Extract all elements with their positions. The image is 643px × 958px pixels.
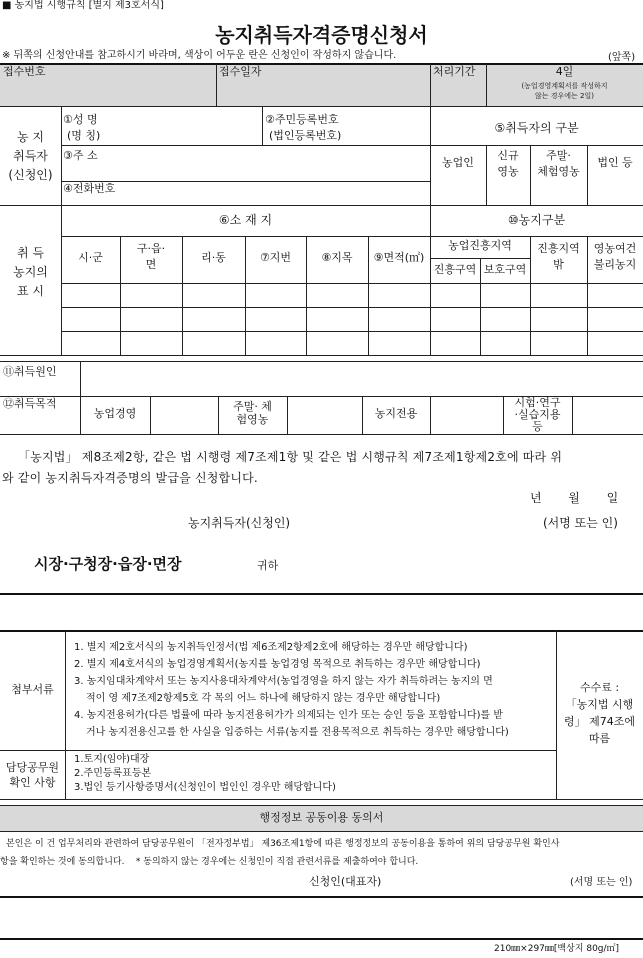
receipt-date-label: 접수일자: [219, 65, 262, 78]
rule: [61, 106, 62, 205]
rule: [61, 236, 643, 237]
rule: [587, 145, 588, 205]
rule: [556, 631, 557, 799]
farmland-zone-title: ⑩농지구분: [507, 213, 566, 227]
category-corporation: 법인 등: [597, 156, 633, 169]
rule: [0, 205, 643, 206]
name-label: ①성 명: [63, 113, 98, 126]
col-district: 면: [145, 258, 157, 271]
official-check-item: 3.법인 등기사항증명서(신청인이 법인인 경우만 해당합니다): [74, 782, 336, 793]
application-statement: 와 같이 농지취득자격증명의 발급을 신청합니다.: [2, 471, 258, 485]
page-title: 농지취득자격증명신청서: [215, 23, 428, 47]
form-header: ■ 농지법 시행규칙 [별지 제3호서식]: [2, 0, 164, 11]
rule: [430, 64, 431, 106]
attachment-item: 4. 농지전용허가(다른 법률에 따라 농지전용허가가 의제되는 인가 또는 승인 등을 포함합니다)를 받: [74, 710, 504, 721]
category-farmer: 농업인: [442, 156, 474, 169]
zone-promotion-area: 농업진흥지역: [448, 239, 512, 252]
rule: [0, 831, 643, 832]
attachment-item: 3. 농지임대차계약서 또는 농지사용대차계약서(농업경영을 하지 않는 자가 취득하려는 농지의 면: [74, 676, 493, 687]
rule: [65, 631, 66, 799]
zone-protection-district: 보호구역: [483, 263, 527, 276]
acquisition-reason-label: ⑪취득원인: [3, 365, 57, 378]
processing-period-label: 처리기간: [433, 65, 476, 78]
zone-disadvantaged: 불리농지: [593, 258, 637, 271]
purpose-weekend-farming: 험영농: [236, 413, 269, 426]
rule: [61, 331, 643, 332]
attachment-item: 2. 별지 제4호서식의 농업경영계획서(농지를 농업경영 목적으로 취득하는 경우만 해당합니다): [74, 659, 481, 670]
rule: [0, 361, 643, 362]
phone-label: ④전화번호: [63, 182, 116, 195]
rule: [0, 355, 643, 356]
rule: [0, 896, 643, 898]
rule: [61, 181, 431, 182]
rule: [0, 805, 643, 806]
category-new-farming: 영농: [497, 165, 519, 178]
receipt-number-label: 접수번호: [3, 65, 46, 78]
col-lot-number: ⑦지번: [259, 251, 292, 264]
consent-signer-label: 신청인(대표자): [309, 875, 382, 888]
col-district: 구·읍·: [136, 242, 166, 255]
zone-promotion-district: 진흥구역: [433, 263, 477, 276]
date-line: 년 월 일: [530, 491, 619, 505]
purpose-conversion: 농지전용: [374, 407, 418, 420]
purpose-research: 시험·연구: [514, 396, 561, 409]
rule: [0, 630, 643, 632]
official-check-item: 1.토지(임야)대장: [74, 754, 150, 765]
rule: [430, 106, 431, 205]
period-note: 않는 경우에는 2일): [535, 92, 594, 100]
rule: [262, 106, 263, 145]
signature-or-seal: (서명 또는 인): [543, 516, 618, 530]
purpose-weekend-farming: 주말· 체: [233, 400, 272, 413]
applicant-section-label: 농 지: [17, 130, 44, 144]
addressee: 시장·구청장·읍장·면장: [34, 555, 182, 573]
acquisition-purpose-label: ⑫취득목적: [3, 397, 57, 410]
id-number-label: ②주민등록번호: [265, 113, 339, 126]
period-note: (농업경영계획서를 작성하지: [521, 82, 608, 90]
consent-title: 행정정보 공동이용 동의서: [259, 811, 384, 824]
rule: [0, 106, 643, 107]
name-label-sub: (명 칭): [67, 129, 101, 142]
official-check-label: 확인 사항: [9, 776, 56, 789]
rule: [61, 145, 643, 146]
rule: [0, 799, 643, 800]
land-section-label: 표 시: [17, 284, 44, 298]
purpose-farming: 농업경영: [93, 407, 137, 420]
attachment-item: 적이 영 제7조제2항제5호 각 목의 어느 하나에 해당하지 않는 경우만 해당합니다): [86, 693, 441, 704]
col-land-category: ⑧지목: [321, 251, 353, 264]
address-label: ③주 소: [63, 149, 98, 162]
category-new-farming: 신규: [497, 149, 519, 162]
zone-outside-promotion: 진흥지역: [537, 242, 580, 255]
official-check-label: 담당공무원: [5, 761, 60, 774]
attachment-item: 거나 농지전용신고를 한 사실을 입증하는 서류(농지를 전용목적으로 취득하는 경우만 해당합니다): [86, 727, 509, 738]
land-section-label: 농지의: [13, 265, 48, 279]
paper-spec-footer: 210㎜×297㎜[백상지 80g/㎡]: [494, 944, 620, 954]
attachments-label: 첨부서류: [11, 683, 54, 696]
rule: [0, 938, 643, 940]
applicant-section-label: (신청인): [8, 168, 53, 182]
consent-signature: (서명 또는 인): [570, 877, 633, 888]
official-check-item: 2.주민등록표등본: [74, 768, 152, 779]
consent-text: 본인은 이 건 업무처리와 관련하여 담당공무원이 「전자정부법」 제36조제1항에 따른 행정정보의 공동이용을 통하여 위의 담당공무원 확인사: [6, 839, 560, 849]
id-number-label-sub: (법인등록번호): [269, 129, 342, 142]
page-side-label: (앞쪽): [608, 52, 636, 63]
col-city: 시·군: [78, 251, 103, 264]
rule: [150, 396, 151, 434]
rule: [61, 283, 643, 284]
application-statement: 「농지법」 제8조제2항, 같은 법 시행령 제7조제1항 및 같은 법 시행규칙 제7조제1항제2호에 따라 위: [18, 450, 563, 464]
rule: [287, 396, 288, 434]
fee-label: 수수료 :: [579, 681, 620, 694]
rule: [572, 396, 573, 434]
attachment-item: 1. 별지 제2호서식의 농지취득인정서(법 제6조제2항제2호에 해당하는 경우만 해당합니다): [74, 642, 468, 653]
zone-outside-promotion: 밖: [553, 258, 564, 271]
rule: [0, 434, 643, 435]
rule: [61, 307, 643, 308]
col-area: ⑨면적(㎡): [373, 251, 425, 264]
purpose-research: 등: [532, 420, 543, 433]
processing-period-value: 4일: [555, 65, 574, 78]
rule: [216, 64, 217, 106]
honorific: 귀하: [257, 559, 279, 572]
rule: [0, 593, 643, 595]
col-village: 리·동: [201, 251, 226, 264]
land-section-label: 취 득: [17, 246, 44, 260]
category-weekend-farming: 체험영농: [537, 165, 580, 178]
applicant-section-label: 취득자: [13, 149, 48, 163]
rule: [430, 396, 431, 434]
applicant-signature-label: 농지취득자(신청인): [188, 516, 291, 530]
consent-text: 항을 확인하는 것에 동의합니다. * 동의하지 않는 경우에는 신청인이 직접 관련서류를 제출하여야 합니다.: [0, 857, 419, 867]
rule: [0, 63, 643, 65]
category-weekend-farming: 주말·: [546, 149, 571, 162]
fee-text: 「농지법 시행: [565, 698, 634, 711]
purpose-research: ·실습지용: [514, 408, 561, 421]
location-title: ⑥소 재 지: [218, 213, 273, 227]
fee-text: 따름: [588, 732, 611, 745]
fee-text: 령」 제74조에: [564, 715, 635, 728]
acquirer-category-title: ⑤취득자의 구분: [494, 121, 579, 135]
notice-text: ※ 뒤쪽의 신청안내를 참고하시기 바라며, 색상이 어두운 란은 신청인이 작성하지 않습니다.: [2, 50, 397, 61]
rule: [80, 361, 81, 396]
rule: [0, 750, 556, 751]
zone-disadvantaged: 영농여건: [593, 242, 637, 255]
